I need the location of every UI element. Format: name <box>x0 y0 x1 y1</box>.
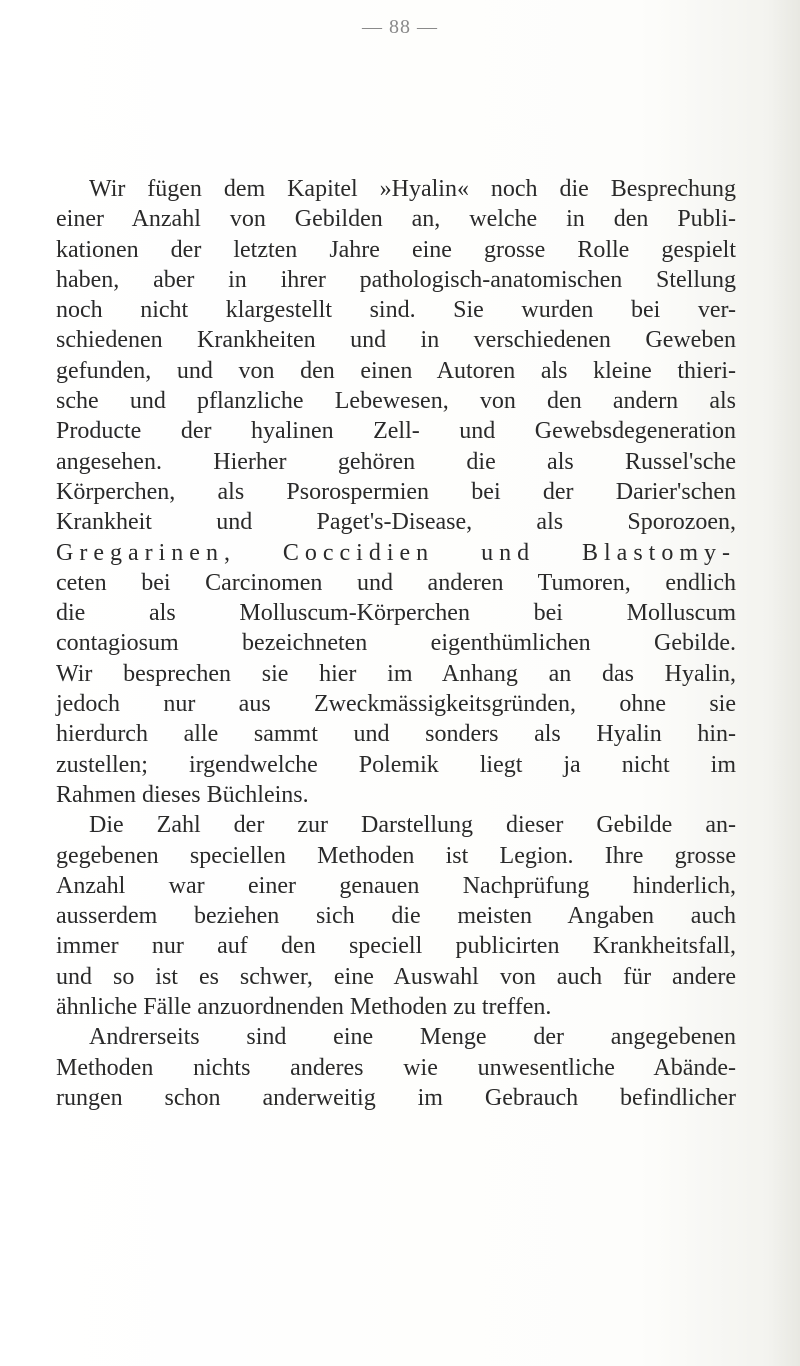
text-line: zustellen; irgendwelche Polemik liegt ja nicht im <box>56 751 736 778</box>
text-line: schiedenen Krankheiten und in verschiedenen Geweben <box>56 327 736 354</box>
text-line: hierdurch alle sammt und sonders als Hyalin hin- <box>56 721 736 748</box>
text-line: Wir fügen dem Kapitel »Hyalin« noch die Besprechung <box>89 176 736 202</box>
text-line: Methoden nichts anderes wie unwesentliche Abände- <box>56 1054 736 1081</box>
text-line: die als Molluscum-Körperchen bei Molluscum <box>56 600 736 627</box>
text-line: contagiosum bezeichneten eigenthümlichen Gebilde. <box>56 630 736 657</box>
text-line: Wir besprechen sie hier im Anhang an das Hyalin, <box>56 660 736 687</box>
text-line: rungen schon anderweitig im Gebrauch befindlicher <box>56 1084 736 1111</box>
text-line: kationen der letzten Jahre eine grosse Rolle gespielt <box>56 236 736 263</box>
text-line: Die Zahl der zur Darstellung dieser Gebilde an- <box>89 812 736 839</box>
body-text <box>56 174 736 1113</box>
text-line: gefunden, und von den einen Autoren als kleine thieri- <box>56 357 736 384</box>
text-line: immer nur auf den speciell publicirten Krankheitsfall, <box>56 933 736 960</box>
text-line: Rahmen dieses Büchleins. <box>56 781 309 808</box>
text-line: jedoch nur aus Zweckmässigkeitsgründen, ohne sie <box>56 691 736 718</box>
text-line: Anzahl war einer genauen Nachprüfung hinderlich, <box>56 872 736 899</box>
text-line: ähnliche Fälle anzuordnenden Methoden zu treffen. <box>56 994 552 1021</box>
text-line: Körperchen, als Psorospermien bei der Darier'schen <box>56 478 736 505</box>
text-line: noch nicht klargestellt sind. Sie wurden bei ver- <box>56 297 736 324</box>
text-line: und so ist es schwer, eine Auswahl von auch für andere <box>56 963 736 990</box>
text-line: Andrerseits sind eine Menge der angegebenen <box>89 1024 736 1051</box>
text-line: Krankheit und Paget's-Disease, als Sporozoen, <box>56 509 736 536</box>
text-line: sche und pflanzliche Lebewesen, von den andern als <box>56 388 736 415</box>
text-line: ausserdem beziehen sich die meisten Angaben auch <box>56 903 736 930</box>
text-line: angesehen. Hierher gehören die als Russel'sche <box>56 448 736 475</box>
text-line: Producte der hyalinen Zell- und Gewebsdegeneration <box>56 418 736 445</box>
text-line: Gregarinen, Coccidien und Blastomy- <box>56 539 736 566</box>
page-number: — 88 — <box>362 16 438 38</box>
text-line: gegebenen speciellen Methoden ist Legion. Ihre grosse <box>56 842 736 869</box>
text-line: ceten bei Carcinomen und anderen Tumoren, endlich <box>56 569 736 596</box>
text-line: haben, aber in ihrer pathologisch-anatomischen Stellung <box>56 266 736 293</box>
text-line: einer Anzahl von Gebilden an, welche in den Publi- <box>56 206 736 233</box>
